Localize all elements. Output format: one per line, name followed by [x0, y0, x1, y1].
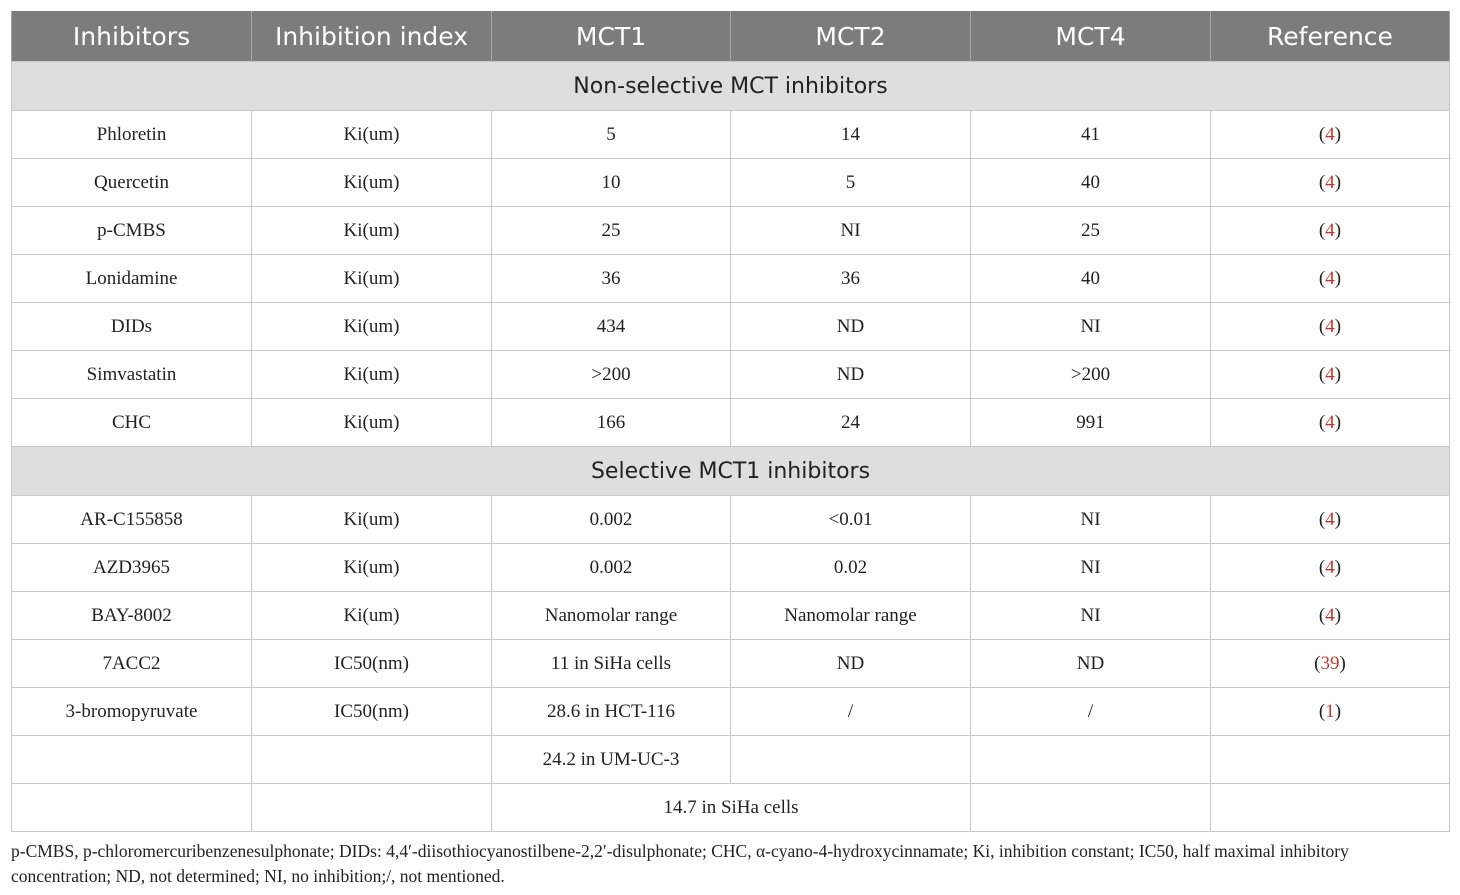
mct4-cell: 25 [971, 207, 1211, 255]
mct4-cell: / [971, 688, 1211, 736]
inhibition-index-cell: Ki(um) [252, 544, 492, 592]
mct2-cell: / [731, 688, 971, 736]
mct2-cell: 14 [731, 111, 971, 159]
mct1-cell: 5 [492, 111, 731, 159]
mct2-cell: 36 [731, 255, 971, 303]
inhibition-index-cell: IC50(nm) [252, 640, 492, 688]
reference-cell: (4) [1211, 496, 1450, 544]
mct2-cell: <0.01 [731, 496, 971, 544]
inhibition-index-cell: Ki(um) [252, 399, 492, 447]
inhibitor-cell: AZD3965 [12, 544, 252, 592]
reference-link[interactable]: 4 [1325, 171, 1335, 193]
mct1-cell: Nanomolar range [492, 592, 731, 640]
reference-link[interactable]: 4 [1325, 363, 1335, 385]
header-mct4: MCT4 [971, 11, 1211, 62]
mct2-cell: Nanomolar range [731, 592, 971, 640]
reference-cell: (4) [1211, 592, 1450, 640]
mct4-cell: 40 [971, 159, 1211, 207]
inhibition-index-cell: Ki(um) [252, 111, 492, 159]
reference-cell: (4) [1211, 399, 1450, 447]
header-inhibition-index: Inhibition index [252, 11, 492, 62]
reference-link[interactable]: 4 [1325, 123, 1335, 145]
header-mct1: MCT1 [492, 11, 731, 62]
mct1-cell: 10 [492, 159, 731, 207]
table-row [12, 592, 1450, 640]
mct4-cell: 41 [971, 111, 1211, 159]
mct1-cell: 434 [492, 303, 731, 351]
header-reference: Reference [1211, 11, 1450, 62]
table-row [12, 688, 1450, 736]
inhibitor-cell: Quercetin [12, 159, 252, 207]
mct4-cell: 40 [971, 255, 1211, 303]
table-container [11, 11, 1449, 832]
header-inhibitors: Inhibitors [12, 11, 252, 62]
table-body [12, 62, 1450, 832]
reference-link[interactable]: 4 [1325, 219, 1335, 241]
mct2-cell: ND [731, 351, 971, 399]
inhibitor-cell: p-CMBS [12, 207, 252, 255]
inhibition-index-cell: Ki(um) [252, 592, 492, 640]
reference-link[interactable]: 4 [1325, 508, 1335, 530]
reference-cell: (4) [1211, 351, 1450, 399]
reference-link[interactable]: 4 [1325, 411, 1335, 433]
table-row [12, 255, 1450, 303]
mct1-cell: >200 [492, 351, 731, 399]
reference-link[interactable]: 4 [1325, 267, 1335, 289]
mct4-cell: NI [971, 592, 1211, 640]
reference-cell [1211, 736, 1450, 784]
mct2-cell: 0.02 [731, 544, 971, 592]
table-row [12, 640, 1450, 688]
inhibitor-cell: AR-C155858 [12, 496, 252, 544]
mct4-cell: NI [971, 303, 1211, 351]
table-row [12, 159, 1450, 207]
mct1-cell: 36 [492, 255, 731, 303]
inhibitor-cell: BAY-8002 [12, 592, 252, 640]
mct1-cell: 11 in SiHa cells [492, 640, 731, 688]
table-row [12, 111, 1450, 159]
section-title: Selective MCT1 inhibitors [12, 447, 1450, 496]
table-footnote: p-CMBS, p-chloromercuribenzenesulphonate; DIDs: 4,4′-diisothiocyanostilbene-2,2′-disulphonate; CHC, α-cyano-4-hydroxycinnamate; Ki, inhibition constant; IC50, half maximal inhibitory concentration; ND, not determined; NI, no inhibition;/, not mentioned. [11, 841, 1349, 886]
mct4-cell: NI [971, 544, 1211, 592]
inhibitor-cell [12, 736, 252, 784]
header-mct2: MCT2 [731, 11, 971, 62]
inhibition-index-cell: Ki(um) [252, 207, 492, 255]
table-row [12, 544, 1450, 592]
inhibitor-cell: Lonidamine [12, 255, 252, 303]
header-row [12, 11, 1450, 62]
inhibition-index-cell: Ki(um) [252, 303, 492, 351]
inhibition-index-cell: Ki(um) [252, 496, 492, 544]
reference-link[interactable]: 4 [1325, 556, 1335, 578]
inhibitor-cell: 7ACC2 [12, 640, 252, 688]
table-row-continuation [12, 736, 1450, 784]
mct4-cell [971, 784, 1211, 832]
inhibitor-cell: 3-bromopyruvate [12, 688, 252, 736]
reference-cell: (4) [1211, 159, 1450, 207]
mct1-mct2-cell: 14.7 in SiHa cells [492, 784, 971, 832]
reference-cell [1211, 784, 1450, 832]
inhibition-index-cell: IC50(nm) [252, 688, 492, 736]
inhibitor-cell [12, 784, 252, 832]
table-row [12, 399, 1450, 447]
mct2-cell: 5 [731, 159, 971, 207]
mct1-cell: 24.2 in UM-UC-3 [492, 736, 731, 784]
mct4-cell: 991 [971, 399, 1211, 447]
reference-cell: (1) [1211, 688, 1450, 736]
inhibitor-cell: Simvastatin [12, 351, 252, 399]
mct1-cell: 0.002 [492, 496, 731, 544]
mct2-cell: 24 [731, 399, 971, 447]
reference-cell: (4) [1211, 303, 1450, 351]
reference-cell: (4) [1211, 207, 1450, 255]
table-row [12, 303, 1450, 351]
inhibition-index-cell [252, 736, 492, 784]
section-header-row [12, 62, 1450, 111]
mct1-cell: 28.6 in HCT-116 [492, 688, 731, 736]
mct2-cell [731, 736, 971, 784]
table-row [12, 351, 1450, 399]
mct4-cell [971, 736, 1211, 784]
mct2-cell: ND [731, 640, 971, 688]
inhibitors-table [11, 11, 1450, 832]
mct2-cell: ND [731, 303, 971, 351]
reference-cell: (4) [1211, 111, 1450, 159]
inhibitor-cell: CHC [12, 399, 252, 447]
mct2-cell: NI [731, 207, 971, 255]
inhibitor-cell: DIDs [12, 303, 252, 351]
mct4-cell: >200 [971, 351, 1211, 399]
reference-link[interactable]: 4 [1325, 315, 1335, 337]
inhibition-index-cell: Ki(um) [252, 255, 492, 303]
table-row-continuation [12, 784, 1450, 832]
inhibition-index-cell: Ki(um) [252, 351, 492, 399]
reference-link[interactable]: 39 [1320, 652, 1340, 674]
mct1-cell: 166 [492, 399, 731, 447]
reference-cell: (4) [1211, 544, 1450, 592]
reference-cell: (4) [1211, 255, 1450, 303]
mct1-cell: 0.002 [492, 544, 731, 592]
mct4-cell: ND [971, 640, 1211, 688]
inhibition-index-cell [252, 784, 492, 832]
inhibition-index-cell: Ki(um) [252, 159, 492, 207]
table-row [12, 207, 1450, 255]
mct4-cell: NI [971, 496, 1211, 544]
inhibitor-cell: Phloretin [12, 111, 252, 159]
table-row [12, 496, 1450, 544]
section-header-row [12, 447, 1450, 496]
reference-link[interactable]: 1 [1325, 700, 1335, 722]
reference-cell: (39) [1211, 640, 1450, 688]
section-title: Non-selective MCT inhibitors [12, 62, 1450, 111]
reference-link[interactable]: 4 [1325, 604, 1335, 626]
mct1-cell: 25 [492, 207, 731, 255]
